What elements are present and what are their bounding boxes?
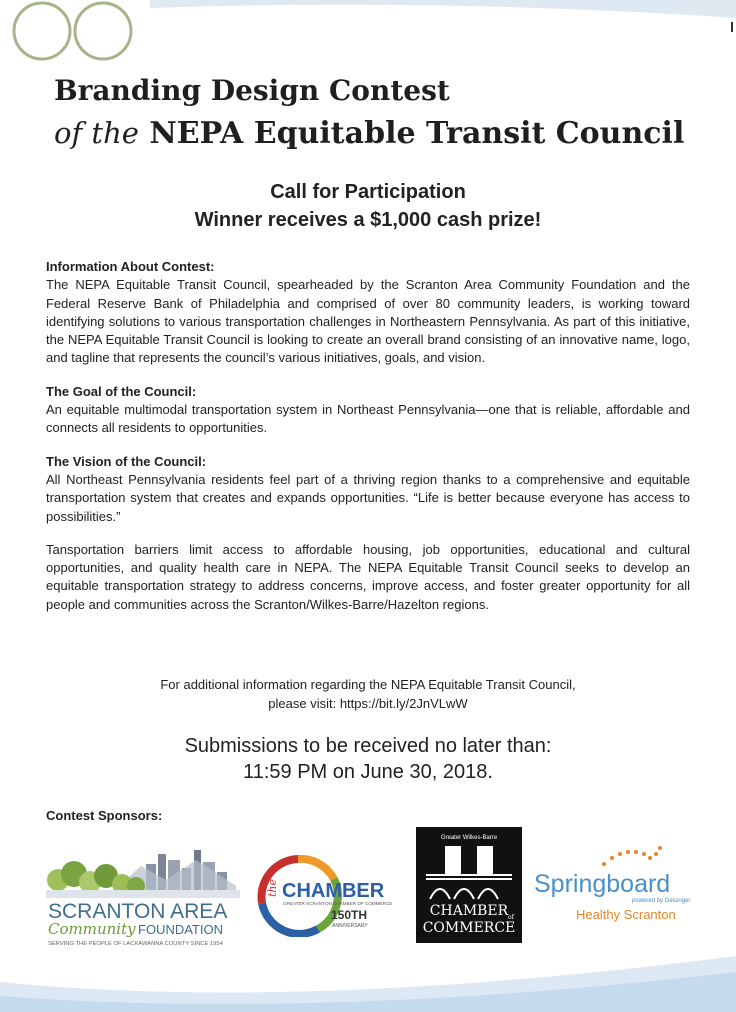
springboard-logo (532, 842, 692, 926)
scranton-line2a: Community (48, 920, 136, 938)
springboard-healthy: Healthy Scranton (576, 907, 676, 922)
vision-paragraph: All Northeast Pennsylvania residents feel part of a thriving region thanks to a comprehensive and equitable transportation system that creates and expands opportunities. “Life is better because everyone has access to possibilities.” (46, 471, 690, 524)
contest-body (46, 258, 690, 614)
wb-chamber-of: of (508, 914, 514, 921)
chamber-sub: GREATER SCRANTON CHAMBER OF COMMERCE (283, 901, 393, 906)
page-title-line2 (54, 116, 684, 151)
page-title-main: NEPA Equitable Transit Council (149, 116, 685, 151)
deadline-line1: Submissions to be received no later than: (184, 735, 552, 757)
springboard-dots-icon (602, 846, 662, 866)
sponsors-label: Contest Sponsors: (46, 808, 163, 823)
scranton-line3: SERVING THE PEOPLE OF LACKAWANNA COUNTY SINCE 1954 (48, 941, 223, 947)
wb-chamber-logo (416, 827, 522, 943)
wb-chamber-line1: CHAMBER (429, 903, 509, 919)
page-title-line1: Branding Design Contest (54, 74, 450, 107)
vision-heading: The Vision of the Council: (46, 453, 207, 469)
footer-wave (0, 942, 736, 1012)
info-heading: Information About Contest: (46, 259, 215, 274)
scranton-foundation-logo (46, 846, 240, 948)
goal-paragraph: An equitable multimodal transportation system in Northeast Pennsylvania—one that is reliable, affordable and connects all residents to opportunities. (46, 402, 690, 436)
goal-heading: The Goal of the Council: (46, 383, 197, 399)
scranton-line1: SCRANTON AREA (48, 900, 228, 923)
springboard-name: Springboard (534, 870, 671, 898)
springboard-powered: powered by Geisinger (632, 898, 691, 904)
scranton-line2b: FOUNDATION (138, 922, 223, 937)
deadline-line2: 11:59 PM on June 30, 2018. (243, 761, 493, 783)
chamber-150-logo (256, 853, 394, 937)
page-title-prefix: of the (54, 116, 139, 150)
chamber-the: the (266, 878, 279, 897)
barriers-paragraph: Tansportation barriers limit access to affordable housing, job opportunities, educational and cultural opportunities, and quality health care in NEPA. The NEPA Equitable Transit Council seeks to develop an equitable transportation strategy to address concerns, improve access, and foster greater opportunity for all people and communities across the Scranton/Wilkes-Barre/Hazelton regions. (46, 541, 690, 612)
wb-chamber-line2: COMMERCE (422, 920, 516, 936)
header-decoration (0, 0, 736, 70)
wb-chamber-top: Greater Wilkes-Barre (440, 835, 498, 841)
edge-mark (731, 22, 733, 32)
chamber-anniv: ANNIVERSARY (332, 923, 368, 929)
info-paragraph: The NEPA Equitable Transit Council, spearheaded by the Scranton Area Community Foundation and the Federal Reserve Bank of Philadelphia and comprised of over 80 community leaders, is working toward identifying solutions to various transportation challenges in Northeastern Pennsylvania. As part of this initiative, the NEPA Equitable Transit Council is looking to create an overall brand consisting of an innovative name, logo, and tagline that represents the council’s various initiatives, goals, and vision. (46, 277, 690, 366)
prize-heading: Winner receives a $1,000 cash prize! (194, 209, 542, 231)
more-info (0, 676, 736, 713)
more-info-line1: For additional information regarding the NEPA Equitable Transit Council, (160, 677, 576, 692)
chamber-num: 150TH (331, 908, 368, 922)
call-heading: Call for Participation (270, 181, 466, 203)
more-info-link[interactable]: please visit: https://bit.ly/2JnVLwW (268, 695, 468, 711)
chamber-name: CHAMBER (282, 880, 385, 902)
deadline (0, 733, 736, 785)
